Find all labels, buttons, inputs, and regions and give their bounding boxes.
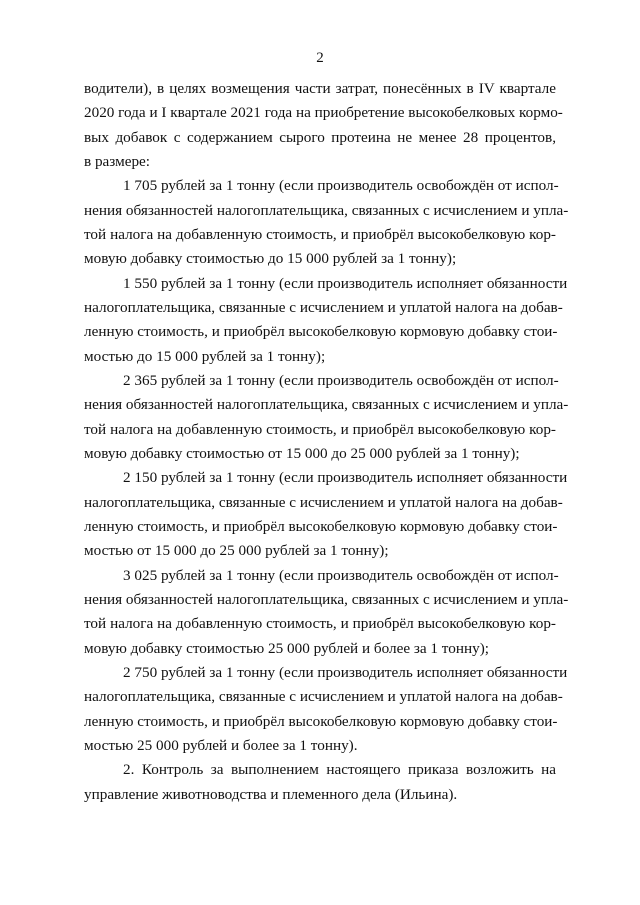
text-line: той налога на добавленную стоимость, и приобрёл высокобелковую кор-	[84, 615, 556, 633]
text-line: налогоплательщика, связанные с исчислением и уплатой налога на добав-	[84, 298, 563, 316]
text-line: той налога на добавленную стоимость, и приобрёл высокобелковую кор-	[84, 225, 556, 243]
text-line: водители), в целях возмещения части затрат, понесённых в IV квартале	[84, 80, 556, 97]
text-line: ленную стоимость, и приобрёл высокобелковую кормовую добавку стои-	[84, 712, 558, 730]
text-line: мостью от 15 000 до 25 000 рублей за 1 тонну);	[84, 542, 389, 560]
text-line: 1 550 рублей за 1 тонну (если производитель исполняет обязанности	[123, 274, 568, 292]
text-line: 2 750 рублей за 1 тонну (если производитель исполняет обязанности	[123, 663, 568, 681]
text-line: ленную стоимость, и приобрёл высокобелковую кормовую добавку стои-	[84, 323, 558, 341]
text-line: нения обязанностей налогоплательщика, связанных с исчислением и упла-	[84, 396, 569, 414]
page-number: 2	[316, 50, 324, 66]
text-line: 3 025 рублей за 1 тонну (если производитель освобождён от испол-	[123, 566, 559, 584]
text-line: в размере:	[84, 152, 150, 170]
text-line: той налога на добавленную стоимость, и приобрёл высокобелковую кор-	[84, 420, 556, 438]
text-line: мостью 25 000 рублей и более за 1 тонну).	[84, 736, 358, 754]
text-line: нения обязанностей налогоплательщика, связанных с исчислением и упла-	[84, 201, 569, 219]
text-line: 2020 года и I квартале 2021 года на приобретение высокобелковых кормо-	[84, 104, 563, 122]
text-line: налогоплательщика, связанные с исчислением и уплатой налога на добав-	[84, 493, 563, 511]
text-line: мовую добавку стоимостью 25 000 рублей и более за 1 тонну);	[84, 639, 489, 657]
text-line: вых добавок с содержанием сырого протеина не менее 28 процентов,	[84, 128, 556, 146]
text-line: налогоплательщика, связанные с исчислением и уплатой налога на добав-	[84, 688, 563, 706]
text-line: мостью до 15 000 рублей за 1 тонну);	[84, 347, 326, 365]
text-line: управление животноводства и племенного дела (Ильина).	[84, 785, 458, 803]
document-body	[84, 77, 569, 807]
text-line: 1 705 рублей за 1 тонну (если производитель освобождён от испол-	[123, 177, 559, 195]
text-line: 2 365 рублей за 1 тонну (если производитель освобождён от испол-	[123, 371, 559, 389]
text-line: мовую добавку стоимостью от 15 000 до 25 000 рублей за 1 тонну);	[84, 444, 520, 462]
text-line: нения обязанностей налогоплательщика, связанных с исчислением и упла-	[84, 590, 569, 608]
text-line: ленную стоимость, и приобрёл высокобелковую кормовую добавку стои-	[84, 517, 558, 535]
text-line: мовую добавку стоимостью до 15 000 рублей за 1 тонну);	[84, 250, 457, 268]
text-line: 2 150 рублей за 1 тонну (если производитель исполняет обязанности	[123, 469, 568, 487]
text-line: 2. Контроль за выполнением настоящего приказа возложить на	[123, 761, 556, 779]
